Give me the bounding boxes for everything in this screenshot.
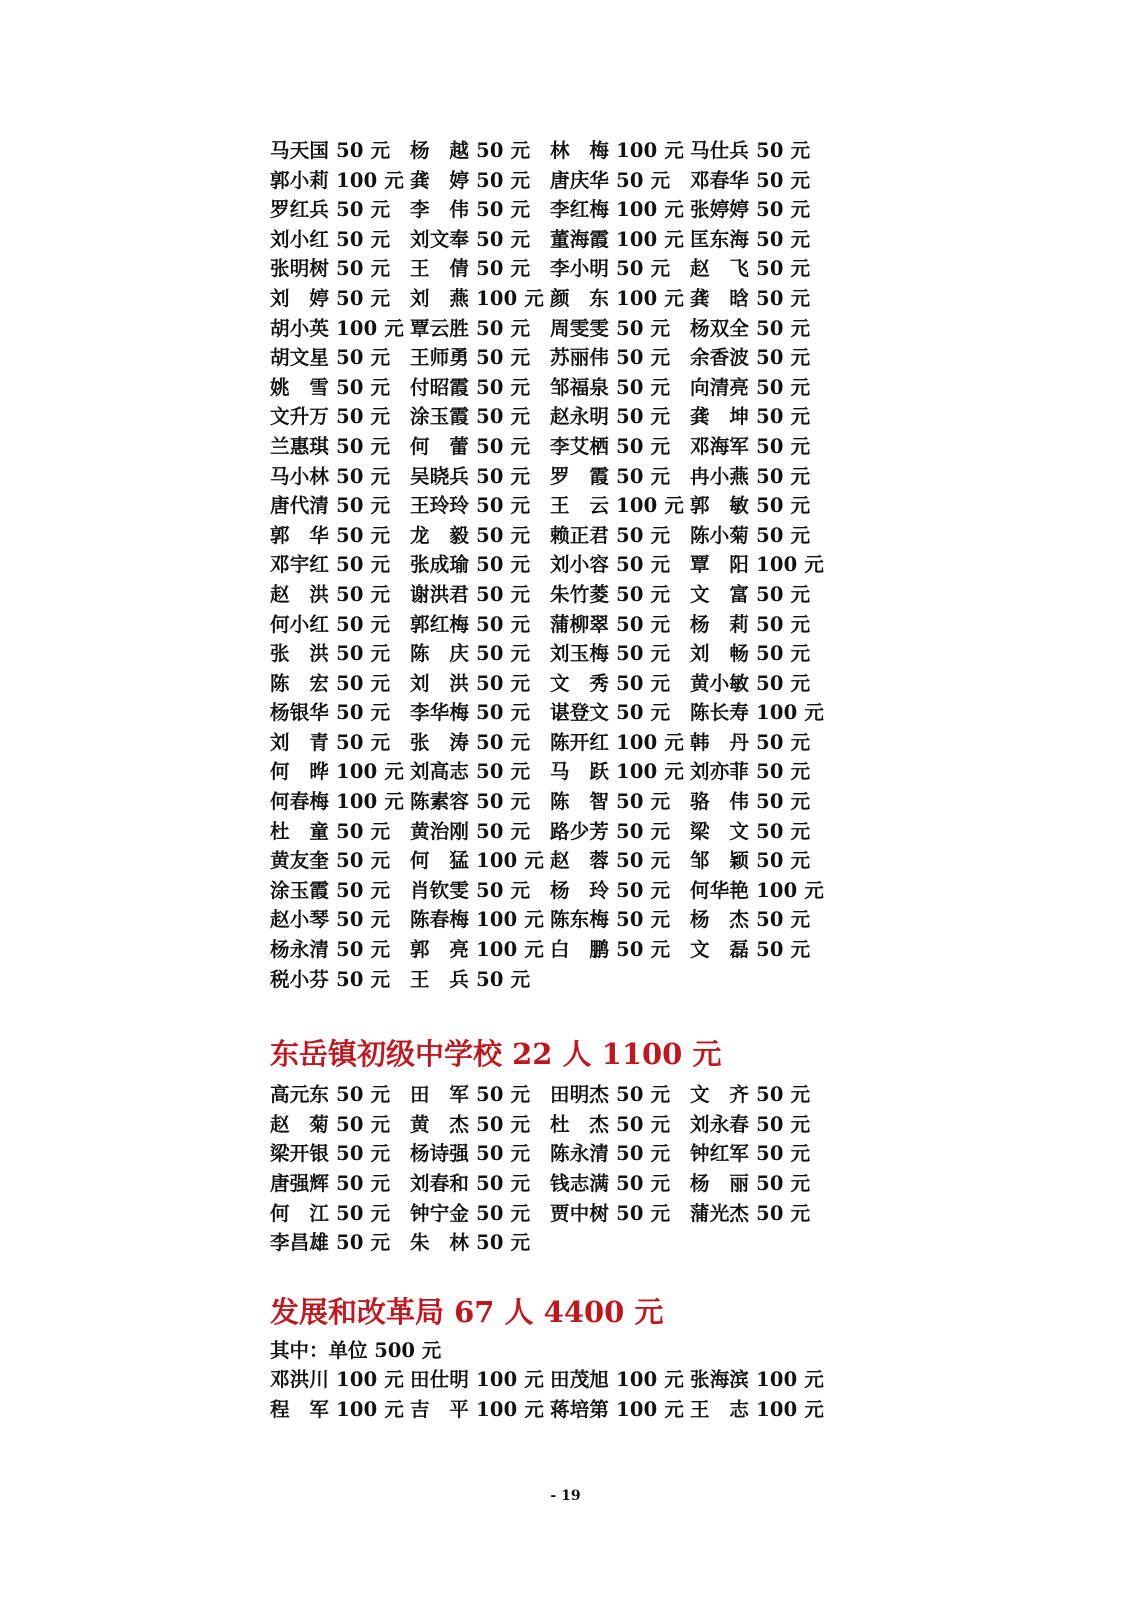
donor-entry: 唐强辉 50 元 — [270, 1172, 391, 1195]
donor-entry: 何 猛 100 元 — [410, 849, 545, 873]
donor-entry: 何春梅 100 元 — [270, 790, 405, 814]
donor-list — [270, 136, 870, 994]
donor-entry: 何华艳 100 元 — [690, 878, 825, 902]
donor-entry: 杜 童 50 元 — [270, 819, 391, 843]
donor-entry: 程 军 100 元 — [270, 1397, 405, 1421]
donor-entry: 姚 雪 50 元 — [270, 375, 391, 399]
donor-entry: 邹福泉 50 元 — [550, 375, 671, 399]
donor-entry: 马仕兵 50 元 — [690, 139, 811, 162]
donor-entry: 黄 杰 50 元 — [410, 1112, 531, 1136]
section-heading: 东岳镇初级中学校 22 人 1100 元 — [270, 1037, 722, 1072]
donor-entry: 何小红 50 元 — [270, 612, 391, 636]
donor-entry: 张海滨 100 元 — [690, 1368, 825, 1392]
donor-entry: 刘 婷 50 元 — [270, 286, 391, 310]
donor-entry: 何 江 50 元 — [270, 1201, 391, 1225]
donor-entry: 谢洪君 50 元 — [410, 582, 531, 606]
donor-entry: 兰惠琪 50 元 — [270, 434, 391, 458]
donor-entry: 钟红军 50 元 — [690, 1142, 811, 1166]
donor-entry: 杨 玲 50 元 — [550, 878, 671, 902]
donor-entry: 董海霞 100 元 — [550, 227, 685, 251]
donor-entry: 刘春和 50 元 — [410, 1172, 531, 1195]
donor-entry: 覃云胜 50 元 — [410, 316, 531, 340]
donor-entry: 胡小英 100 元 — [270, 316, 405, 340]
donor-entry: 陈 宏 50 元 — [270, 671, 391, 695]
donor-entry: 邹 颖 50 元 — [690, 849, 811, 873]
donor-entry: 杨 越 50 元 — [410, 139, 531, 162]
donor-entry: 向清亮 50 元 — [690, 375, 811, 399]
donor-entry: 龚 晗 50 元 — [690, 286, 811, 310]
donor-entry: 李昌雄 50 元 — [270, 1231, 391, 1255]
donor-entry: 郭 华 50 元 — [270, 523, 391, 547]
donor-entry: 杨 杰 50 元 — [690, 908, 811, 932]
donor-entry: 刘 畅 50 元 — [690, 642, 811, 666]
donor-list — [270, 1365, 870, 1424]
donor-entry: 黄友奎 50 元 — [270, 849, 391, 873]
donor-entry: 王师勇 50 元 — [410, 346, 531, 370]
donor-entry: 涂玉霞 50 元 — [270, 878, 391, 902]
donor-entry: 肖钦雯 50 元 — [410, 878, 531, 902]
donor-entry: 郭小莉 100 元 — [270, 168, 405, 192]
document-body — [270, 136, 870, 1425]
donor-entry: 王 倩 50 元 — [410, 257, 531, 281]
donor-entry: 张 洪 50 元 — [270, 642, 391, 666]
donor-entry: 刘亦菲 50 元 — [690, 760, 811, 784]
donor-entry: 邓洪川 100 元 — [270, 1368, 405, 1392]
donor-entry: 李华梅 50 元 — [410, 701, 531, 725]
donor-entry: 李 伟 50 元 — [410, 198, 531, 222]
donor-entry: 王 云 100 元 — [550, 494, 685, 518]
donor-entry: 郭 敏 50 元 — [690, 494, 811, 518]
donor-entry: 陈长寿 100 元 — [690, 701, 825, 725]
donor-entry: 罗 霞 50 元 — [550, 464, 671, 488]
donor-entry: 赵 蓉 50 元 — [550, 849, 671, 873]
donor-entry: 钱志满 50 元 — [550, 1172, 671, 1195]
donor-entry: 苏丽伟 50 元 — [550, 346, 671, 370]
donor-entry: 税小芬 50 元 — [270, 967, 391, 991]
donor-entry: 刘小红 50 元 — [270, 227, 391, 251]
donor-entry: 龙 毅 50 元 — [410, 523, 531, 547]
donor-entry: 刘 青 50 元 — [270, 730, 391, 754]
donor-entry: 周雯雯 50 元 — [550, 316, 671, 340]
donor-entry: 杨 丽 50 元 — [690, 1172, 811, 1195]
donor-entry: 李艾栖 50 元 — [550, 434, 671, 458]
donor-entry: 梁 文 50 元 — [690, 819, 811, 843]
donor-entry: 文 富 50 元 — [690, 582, 811, 606]
donor-entry: 郭 亮 100 元 — [410, 938, 545, 962]
donor-entry: 陈小菊 50 元 — [690, 523, 811, 547]
donor-entry: 钟宁金 50 元 — [410, 1201, 531, 1225]
donor-entry: 陈开红 100 元 — [550, 730, 685, 754]
donor-entry: 何 蕾 50 元 — [410, 434, 531, 458]
donor-entry: 余香波 50 元 — [690, 346, 811, 370]
donor-entry: 黄治刚 50 元 — [410, 819, 531, 843]
donor-entry: 唐庆华 50 元 — [550, 168, 671, 192]
donor-entry: 陈素容 50 元 — [410, 790, 531, 814]
donor-entry: 高元东 50 元 — [270, 1083, 391, 1107]
donor-entry: 杨永清 50 元 — [270, 938, 391, 962]
donor-entry: 冉小燕 50 元 — [690, 464, 811, 488]
donor-entry: 刘永春 50 元 — [690, 1112, 811, 1136]
donor-entry: 黄小敏 50 元 — [690, 671, 811, 695]
donor-entry: 田仕明 100 元 — [410, 1368, 545, 1392]
donor-entry: 梁开银 50 元 — [270, 1142, 391, 1166]
donor-entry: 赵 菊 50 元 — [270, 1112, 391, 1136]
donor-entry: 胡文星 50 元 — [270, 346, 391, 370]
donor-entry: 龚 坤 50 元 — [690, 405, 811, 429]
donor-entry: 邓海军 50 元 — [690, 434, 811, 458]
donor-entry: 陈永清 50 元 — [550, 1142, 671, 1166]
donor-entry: 涂玉霞 50 元 — [410, 405, 531, 429]
donor-entry: 王 兵 50 元 — [410, 967, 531, 991]
donor-entry: 陈 庆 50 元 — [410, 642, 531, 666]
donor-entry: 朱 林 50 元 — [410, 1231, 531, 1255]
donor-entry: 文 齐 50 元 — [690, 1083, 811, 1107]
donor-entry: 陈东梅 50 元 — [550, 908, 671, 932]
donor-entry: 张明树 50 元 — [270, 257, 391, 281]
donor-entry: 谌登文 50 元 — [550, 701, 671, 725]
donor-entry: 田茂旭 100 元 — [550, 1368, 685, 1392]
donor-entry: 马天国 50 元 — [270, 139, 391, 162]
donor-entry: 刘玉梅 50 元 — [550, 642, 671, 666]
donor-entry: 白 鹏 50 元 — [550, 938, 671, 962]
donor-entry: 付昭霞 50 元 — [410, 375, 531, 399]
donor-entry: 文 磊 50 元 — [690, 938, 811, 962]
donor-entry: 李小明 50 元 — [550, 257, 671, 281]
donor-entry: 刘高志 50 元 — [410, 760, 531, 784]
donor-entry: 郭红梅 50 元 — [410, 612, 531, 636]
donor-entry: 杨 莉 50 元 — [690, 612, 811, 636]
donor-entry: 李红梅 100 元 — [550, 198, 685, 222]
donor-entry: 马 跃 100 元 — [550, 760, 685, 784]
donor-entry: 匡东海 50 元 — [690, 227, 811, 251]
donor-entry: 路少芳 50 元 — [550, 819, 671, 843]
donor-entry: 杨银华 50 元 — [270, 701, 391, 725]
donor-entry: 刘 燕 100 元 — [410, 286, 545, 310]
donor-entry: 吴晓兵 50 元 — [410, 464, 531, 488]
section-heading: 发展和改革局 67 人 4400 元 — [270, 1294, 664, 1329]
donor-entry: 杜 杰 50 元 — [550, 1112, 671, 1136]
donor-entry: 文 秀 50 元 — [550, 671, 671, 695]
donor-entry: 田 军 50 元 — [410, 1083, 531, 1107]
donor-entry: 赵 洪 50 元 — [270, 582, 391, 606]
donor-entry: 张婷婷 50 元 — [690, 198, 811, 222]
donor-entry: 龚 婷 50 元 — [410, 168, 531, 192]
donor-entry: 韩 丹 50 元 — [690, 730, 811, 754]
donor-entry: 赵 飞 50 元 — [690, 257, 811, 281]
donor-entry: 蒋培第 100 元 — [550, 1397, 685, 1421]
donor-entry: 文升万 50 元 — [270, 405, 391, 429]
donor-entry: 覃 阳 100 元 — [690, 553, 825, 577]
donor-entry: 陈 智 50 元 — [550, 790, 671, 814]
donor-entry: 赵永明 50 元 — [550, 405, 671, 429]
donor-entry: 陈春梅 100 元 — [410, 908, 545, 932]
donor-list — [270, 1080, 870, 1258]
donor-entry: 王玲玲 50 元 — [410, 494, 531, 518]
donor-entry: 张成瑜 50 元 — [410, 553, 531, 577]
donor-entry: 马小林 50 元 — [270, 464, 391, 488]
donor-entry: 何 晔 100 元 — [270, 760, 405, 784]
donor-entry: 吉 平 100 元 — [410, 1397, 545, 1421]
donor-entry: 颜 东 100 元 — [550, 286, 685, 310]
donor-entry: 赵小琴 50 元 — [270, 908, 391, 932]
donor-entry: 邓宇红 50 元 — [270, 553, 391, 577]
donor-entry: 邓春华 50 元 — [690, 168, 811, 192]
donor-entry: 王 志 100 元 — [690, 1397, 825, 1421]
donor-entry: 唐代清 50 元 — [270, 494, 391, 518]
donor-entry: 刘小容 50 元 — [550, 553, 671, 577]
donor-entry: 杨诗强 50 元 — [410, 1142, 531, 1166]
section-note: 其中：单位 500 元 — [270, 1338, 442, 1362]
donor-entry: 贾中树 50 元 — [550, 1201, 671, 1225]
donor-entry: 蒲柳翠 50 元 — [550, 612, 671, 636]
donor-entry: 张 涛 50 元 — [410, 730, 531, 754]
donor-entry: 刘文奉 50 元 — [410, 227, 531, 251]
donor-entry: 田明杰 50 元 — [550, 1083, 671, 1107]
donor-entry: 林 梅 100 元 — [550, 139, 685, 162]
donor-entry: 朱竹菱 50 元 — [550, 582, 671, 606]
donor-entry: 罗红兵 50 元 — [270, 198, 391, 222]
donor-entry: 刘 洪 50 元 — [410, 671, 531, 695]
donor-entry: 杨双全 50 元 — [690, 316, 811, 340]
page-number: - 19 — [550, 1488, 581, 1504]
donor-entry: 蒲光杰 50 元 — [690, 1201, 811, 1225]
donor-entry: 赖正君 50 元 — [550, 523, 671, 547]
donor-entry: 骆 伟 50 元 — [690, 790, 811, 814]
